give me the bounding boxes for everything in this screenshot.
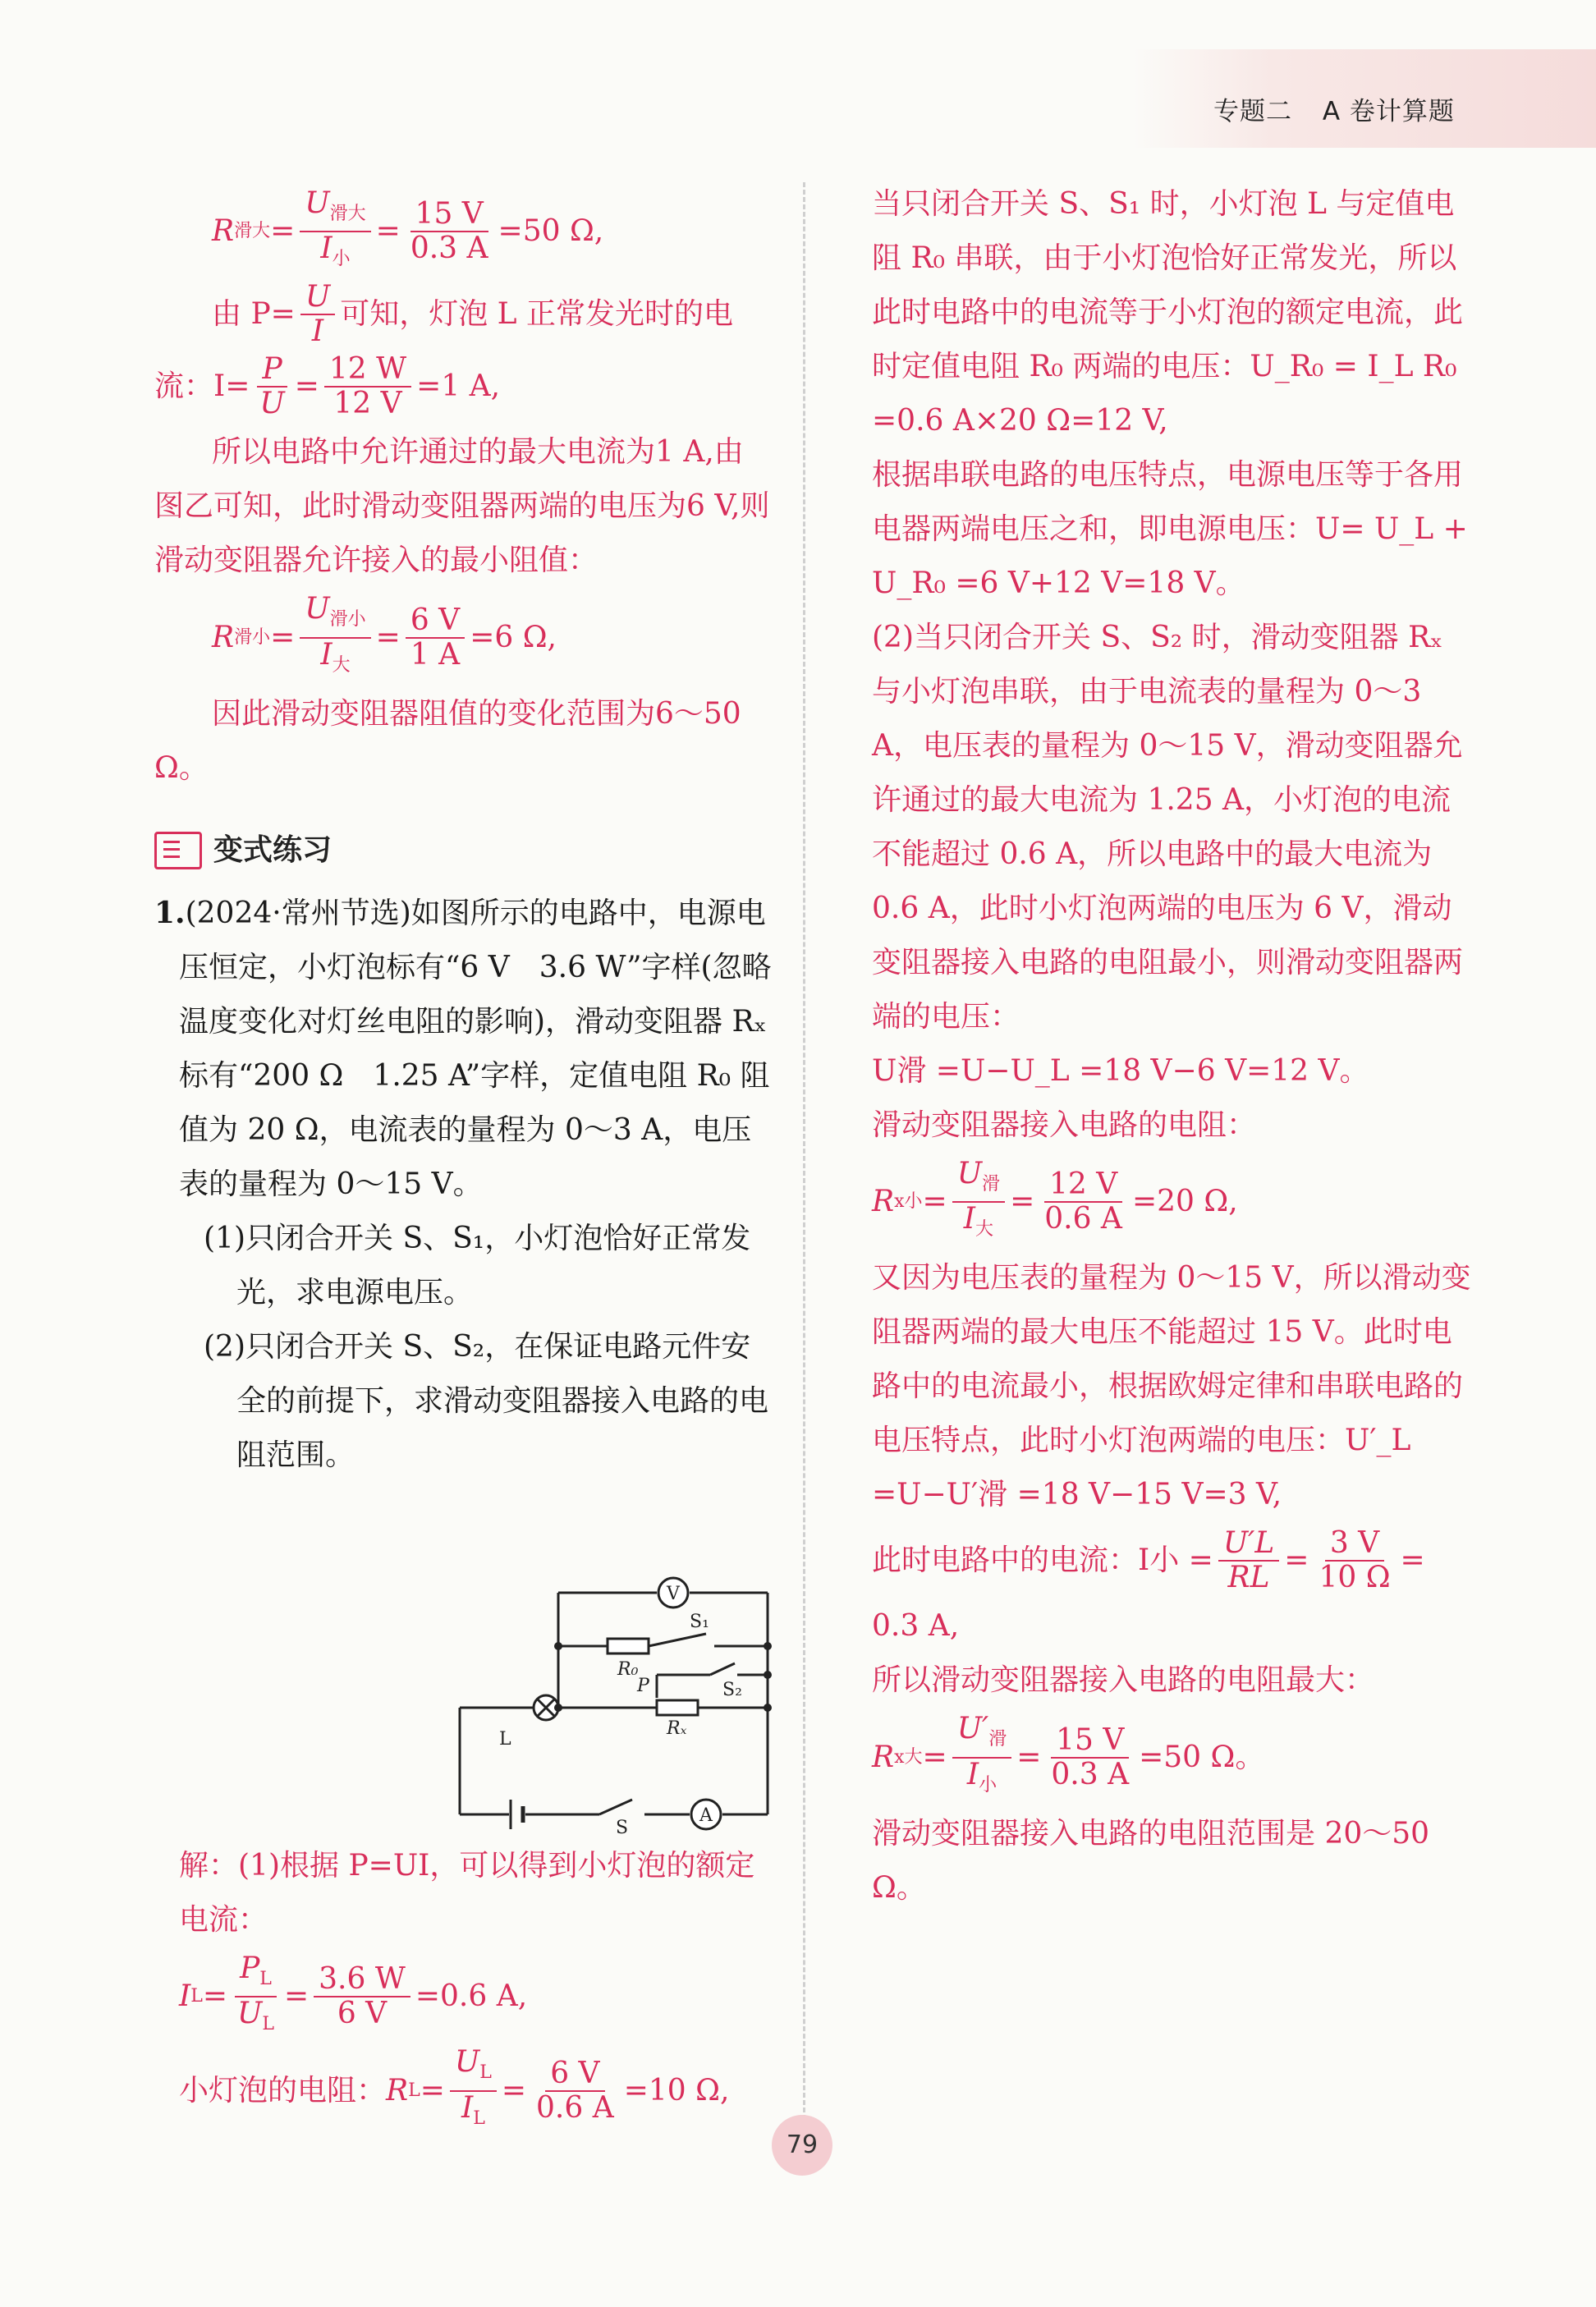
formula-lhs: R — [386, 2073, 409, 2107]
circuit-diagram — [443, 1584, 788, 1838]
p1-text-a: 由 P= — [212, 297, 296, 332]
formula-r-min: R 滑小 = $\frac{U_{滑小}}{I_大}$ = $\frac{6 V}{1 A}$ =6 Ω, — [212, 592, 557, 676]
r7-frac1-den: RL — [1227, 1561, 1270, 1595]
page-header — [1213, 90, 1476, 127]
formula-lhs-sub: 滑大 — [234, 221, 271, 242]
circuit-label-r0: R₀ — [617, 1659, 639, 1680]
formula-rl: 小灯泡的电阻： R L = $\frac{U_L}{I_L}$ = $\frac{6 V}{0.6 A}$ =10 Ω, — [179, 2045, 730, 2129]
formula-rx-min: R x小 = $\frac{U_滑}{I_大}$ = $\frac{12 V}{0.6 A}$ =20 Ω, — [872, 1157, 1238, 1241]
p2-line: 流：I= $\frac{P}{U}$ = $\frac{12 W}{12 V}$ =1 A, — [154, 352, 501, 421]
circuit-label-s: S — [616, 1818, 629, 1838]
frac2-num: 3.6 W — [314, 1963, 410, 1997]
r7-text-a: 此时电路中的电流：I小 = — [872, 1543, 1213, 1578]
formula-lhs-sub: x小 — [894, 1191, 923, 1213]
formula-result: =50 Ω。 — [1139, 1740, 1265, 1774]
frac-den: I — [966, 1757, 979, 1791]
frac-num: U — [454, 2045, 480, 2080]
answer-1: 解：(1)根据 P=UI，可以得到小灯泡的额定电流： — [179, 1849, 755, 1937]
right-column — [872, 177, 1476, 1915]
frac-den-sub: L — [262, 2014, 274, 2035]
p2-text-a: 流：I= — [154, 369, 250, 404]
right-p10: 滑动变阻器接入电路的电阻范围是 20～50 Ω。 — [872, 1816, 1430, 1905]
formula-lhs: R — [872, 1185, 895, 1219]
frac2-num: 6 V — [545, 2057, 604, 2092]
header-topic: 专题二 — [1213, 97, 1292, 126]
formula-lhs-sub: 滑小 — [234, 626, 271, 648]
frac-den-sub: 大 — [975, 1219, 993, 1241]
r7-text-b: = — [1400, 1543, 1425, 1578]
circuit-label-a: A — [699, 1805, 713, 1826]
right-p2: 根据串联电路的电压特点，电源电压等于各用电器两端电压之和，即电源电压：U= U_L + U_R₀ =6 V+12 V=18 V。 — [872, 458, 1468, 600]
formula-lhs-sub: L — [190, 1986, 203, 2007]
frac2-den: 0.3 A — [410, 232, 488, 266]
formula-lhs: R — [872, 1740, 895, 1774]
p2-frac2-num: 12 W — [324, 353, 411, 388]
p1-line — [212, 281, 772, 348]
p2-frac1-num: P — [257, 353, 287, 388]
frac-den-sub: L — [473, 2107, 485, 2129]
p3-paragraph: 所以电路中允许通过的最大电流为1 A,由图乙可知，此时滑动变阻器两端的电压为6 V,则滑动变阻器允许接入的最小阻值： — [154, 435, 770, 578]
column-divider — [803, 182, 805, 2120]
formula-il: I L = $\frac{P_L}{U_L}$ = $\frac{3.6 W}{6 V}$ =0.6 A, — [179, 1952, 528, 2035]
p4-paragraph: 因此滑动变阻器阻值的变化范围为6～50 Ω。 — [154, 696, 741, 785]
formula-lhs: I — [179, 1979, 191, 2014]
frac-den: I — [320, 232, 332, 266]
frac2-den: 0.3 A — [1051, 1757, 1130, 1791]
resistor-rx — [657, 1700, 698, 1715]
formula-result: =20 Ω, — [1131, 1185, 1238, 1219]
frac-num: P — [240, 1952, 260, 1985]
frac-den-sub: 大 — [332, 654, 351, 676]
circuit-label-l: L — [499, 1729, 511, 1750]
frac2-num: 15 V — [410, 198, 488, 232]
frac2-num: 12 V — [1044, 1168, 1122, 1203]
sub-question-1: (1)只闭合开关 S、S₁，小灯泡恰好正常发光，求电源电压。 — [204, 1221, 751, 1309]
frac2-num: 15 V — [1051, 1724, 1129, 1759]
question-number: 1. — [154, 895, 186, 930]
frac-num: U — [305, 186, 330, 220]
frac2-den: 6 V — [337, 1997, 388, 2031]
answer-2-label: 小灯泡的电阻： — [179, 2073, 387, 2107]
frac-den: I — [963, 1202, 975, 1236]
formula-rx-max: R x大 = $\frac{U'_滑}{I_小}$ = $\frac{15 V}{0.3 A}$ =50 Ω。 — [872, 1712, 1265, 1796]
left-column — [154, 182, 772, 1483]
frac-den: I — [320, 637, 332, 672]
right-p4: U滑 =U−U_L =18 V−6 V=12 V。 — [872, 1054, 1369, 1088]
formula-i-min: 此时电路中的电流：I小 = $\frac{U'L}{RL}$ = $\frac{3 V}{10 \Omega}$ = — [872, 1526, 1425, 1595]
formula-r-max: R 滑大 = $\frac{U_{滑大}}{I_小}$ = $\frac{15 V}{0.3 A}$ =50 Ω, — [212, 186, 604, 270]
exercise-icon — [154, 832, 202, 869]
right-p1: 当只闭合开关 S、S₁ 时，小灯泡 L 与定值电阻 R₀ 串联，由于小灯泡恰好正常发光，所以此时电路中的电流等于小灯泡的额定电流，此时定值电阻 R₀ 两端的电压：U_R₀ = I_L R₀ =0.6 A×20 Ω=12 V, — [872, 187, 1464, 438]
circuit-label-v: V — [667, 1584, 680, 1604]
frac-num-sub: 滑小 — [329, 609, 366, 631]
formula-result: =50 Ω, — [498, 214, 604, 249]
formula-lhs: R — [212, 620, 235, 654]
p1-text-b: 可知，灯泡 L 正常发光时的电 — [340, 297, 733, 332]
formula-lhs-sub: x大 — [894, 1746, 923, 1768]
question-1 — [154, 886, 772, 1212]
section-title — [154, 823, 772, 878]
frac-num: U — [956, 1157, 983, 1190]
right-p5: 滑动变阻器接入电路的电阻： — [872, 1108, 1257, 1142]
frac-num-sub: L — [479, 2062, 492, 2084]
right-p9: 所以滑动变阻器接入电路的电阻最大： — [872, 1663, 1375, 1698]
p2-frac1-den: U — [259, 387, 285, 421]
right-p6: 又因为电压表的量程为 0～15 V，所以滑动变阻器两端的最大电压不能超过 15 V。此时电路中的电流最小，根据欧姆定律和串联电路的电压特点，此时小灯泡两端的电压：U′_L =U−U′滑 =18 V−15 V=3 V, — [872, 1261, 1471, 1512]
page-number: 79 — [772, 2115, 832, 2176]
frac2-den: 1 A — [410, 637, 461, 672]
frac-den-sub: 小 — [979, 1774, 998, 1796]
left-answer — [154, 1839, 772, 2140]
frac-num-sub: 滑 — [988, 1729, 1007, 1750]
frac-num-sub: 滑大 — [329, 204, 366, 225]
r7-frac1-num: U′L — [1218, 1527, 1279, 1562]
p1-frac-den: I — [311, 314, 324, 349]
circuit-label-s2: S₂ — [722, 1680, 742, 1700]
header-section: A 卷计算题 — [1322, 97, 1455, 126]
frac2-num: 6 V — [406, 604, 465, 639]
frac-num: U′ — [956, 1712, 989, 1746]
frac2-den: 0.6 A — [1044, 1202, 1122, 1236]
circuit-label-p: P — [637, 1676, 649, 1696]
r7-frac2-den: 10 Ω — [1319, 1561, 1391, 1595]
r7-frac2-num: 3 V — [1325, 1527, 1384, 1562]
circuit-label-s1: S₁ — [690, 1612, 709, 1632]
circuit-label-rx: Rₓ — [667, 1718, 687, 1739]
frac-num: U — [305, 592, 330, 626]
frac-num-sub: L — [259, 1969, 272, 1990]
frac-num-sub: 滑 — [982, 1174, 1001, 1195]
formula-result: =6 Ω, — [470, 620, 557, 654]
formula-lhs-sub: L — [408, 2080, 420, 2101]
formula-lhs: R — [212, 214, 235, 249]
section-title-text: 变式练习 — [213, 832, 332, 867]
frac-den: I — [461, 2090, 474, 2125]
p2-frac2-den: 12 V — [333, 387, 402, 421]
frac2-den: 0.6 A — [536, 2090, 614, 2125]
right-p8: 0.3 A, — [872, 1609, 960, 1644]
sub-question-2: (2)只闭合开关 S、S₂，在保证电路元件安全的前提下，求滑动变阻器接入电路的电阻范围。 — [204, 1329, 769, 1472]
right-p3: (2)当只闭合开关 S、S₂ 时，滑动变阻器 Rₓ 与小灯泡串联，由于电流表的量程为 0～3 A，电压表的量程为 0～15 V，滑动变阻器允许通过的最大电流为 1.25 A，小灯泡的电流不能超过 0.6 A，所以电路中的最大电流为 0.6 A，此时小灯泡两端的电压为 6 V，滑动变阻器接入电路的电阻最小，则滑动变阻器两端的电压： — [872, 621, 1464, 1034]
question-text: (2024·常州节选)如图所示的电路中，电源电压恒定，小灯泡标有“6 V 3.6 W”字样(忽略温度变化对灯丝电阻的影响)，滑动变阻器 Rₓ 标有“200 Ω 1.25 A”字样，定值电阻 R₀ 阻值为 20 Ω，电流表的量程为 0～3 A，电压表的量程为 0～15 V。 — [179, 896, 772, 1201]
formula-result: =10 Ω, — [623, 2073, 730, 2107]
resistor-r0 — [608, 1639, 649, 1653]
p1-frac-num: U — [300, 281, 335, 315]
frac-den: U — [237, 1997, 263, 2031]
p2-text-b: =1 A, — [416, 369, 501, 404]
formula-result: =0.6 A, — [415, 1979, 528, 2014]
frac-den-sub: 小 — [332, 249, 351, 270]
